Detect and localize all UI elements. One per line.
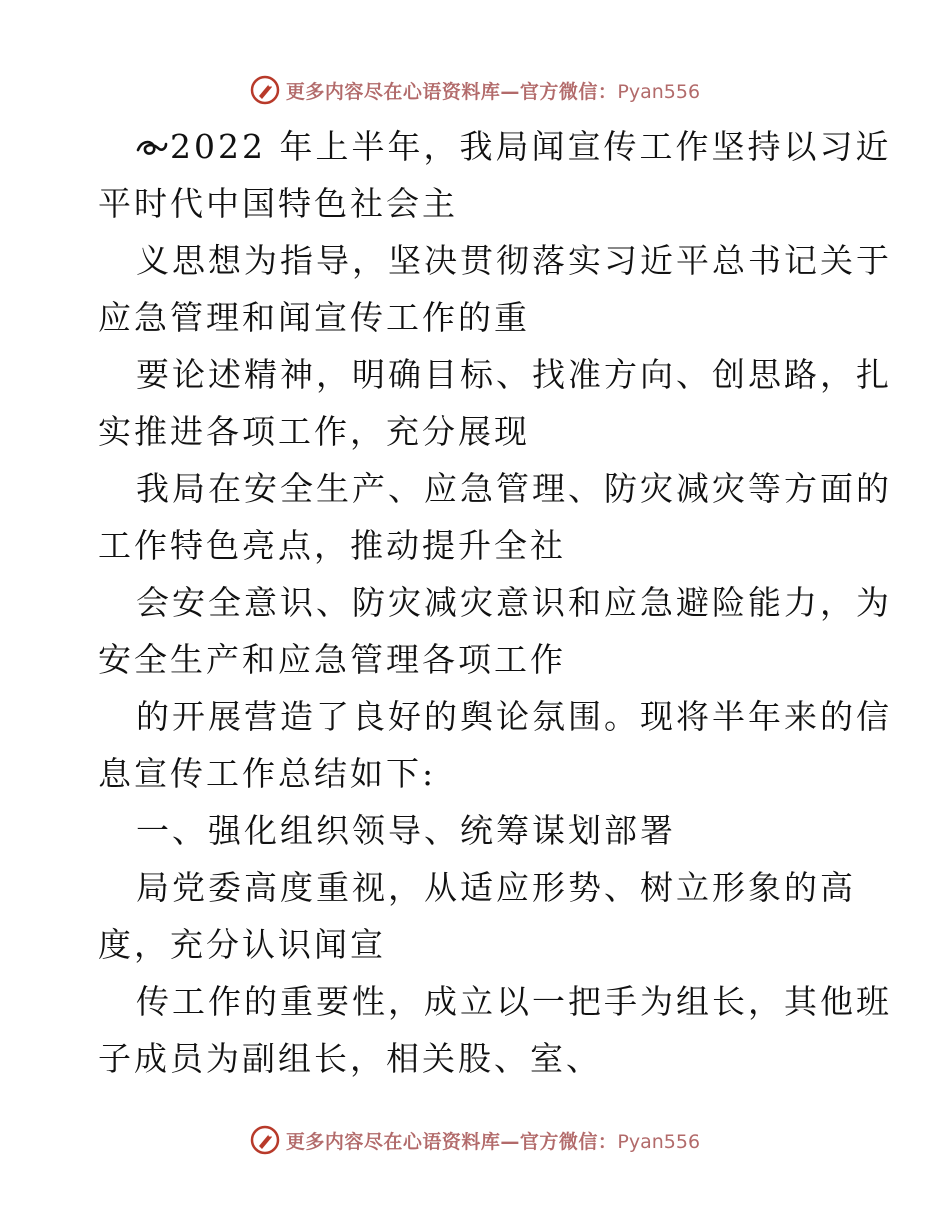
footer-banner bbox=[0, 1120, 950, 1160]
paragraph-8-line-1: 局党委高度重视，从适应形势、树立形象的高 bbox=[136, 868, 856, 907]
paragraph-8-line-2: 度，充分认识闻宣 bbox=[98, 925, 386, 964]
paragraph-2-line-1: 义思想为指导，坚决贯彻落实习近平总书记关于 bbox=[136, 241, 892, 280]
paragraph-3-line-2: 实推进各项工作，充分展现 bbox=[98, 412, 530, 451]
section-heading bbox=[98, 802, 858, 859]
paragraph-5 bbox=[98, 574, 892, 688]
header-wechat-id: Pyan556 bbox=[617, 80, 701, 103]
pen-nib-logo-icon bbox=[250, 75, 280, 105]
paragraph-1-line-1: 2022 年上半年，我局闻宣传工作坚持以习近 bbox=[170, 127, 892, 166]
footer-wechat-id: Pyan556 bbox=[617, 1130, 701, 1153]
paragraph-1 bbox=[98, 118, 892, 232]
paragraph-5-line-1: 会安全意识、防灾减灾意识和应急避险能力，为 bbox=[136, 583, 892, 622]
paragraph-2-line-2: 应急管理和闻宣传工作的重 bbox=[98, 298, 530, 337]
pen-nib-logo-icon bbox=[250, 1125, 280, 1155]
paragraph-9-line-1: 传工作的重要性，成立以一把手为组长，其他班 bbox=[136, 982, 892, 1021]
paragraph-5-line-2: 安全生产和应急管理各项工作 bbox=[98, 640, 566, 679]
paragraph-3 bbox=[98, 346, 892, 460]
paragraph-8 bbox=[98, 859, 858, 973]
paragraph-6 bbox=[98, 688, 892, 802]
paragraph-9-line-2: 子成员为副组长，相关股、室、 bbox=[98, 1039, 602, 1078]
paragraph-6-line-1: 的开展营造了良好的舆论氛围。现将半年来的信 bbox=[136, 697, 892, 736]
paragraph-4 bbox=[98, 460, 892, 574]
paragraph-4-line-2: 工作特色亮点，推动提升全社 bbox=[98, 526, 566, 565]
footer-banner-text: 更多内容尽在心语资料库—官方微信：Pyan556 bbox=[285, 1130, 701, 1153]
section-heading-text: 一、强化组织领导、统筹谋划部署 bbox=[136, 811, 676, 850]
paragraph-4-line-1: 我局在安全生产、应急管理、防灾减灾等方面的 bbox=[136, 469, 892, 508]
document-body bbox=[98, 118, 892, 1087]
swirl-mark-icon bbox=[136, 134, 168, 160]
paragraph-3-line-1: 要论述精神，明确目标、找准方向、创思路，扎 bbox=[136, 355, 892, 394]
header-banner-text: 更多内容尽在心语资料库—官方微信：Pyan556 bbox=[285, 80, 701, 103]
paragraph-1-line-2: 平时代中国特色社会主 bbox=[98, 184, 458, 223]
header-banner bbox=[0, 70, 950, 110]
paragraph-2 bbox=[98, 232, 892, 346]
paragraph-6-line-2: 息宣传工作总结如下: bbox=[98, 754, 437, 793]
paragraph-9 bbox=[98, 973, 892, 1087]
